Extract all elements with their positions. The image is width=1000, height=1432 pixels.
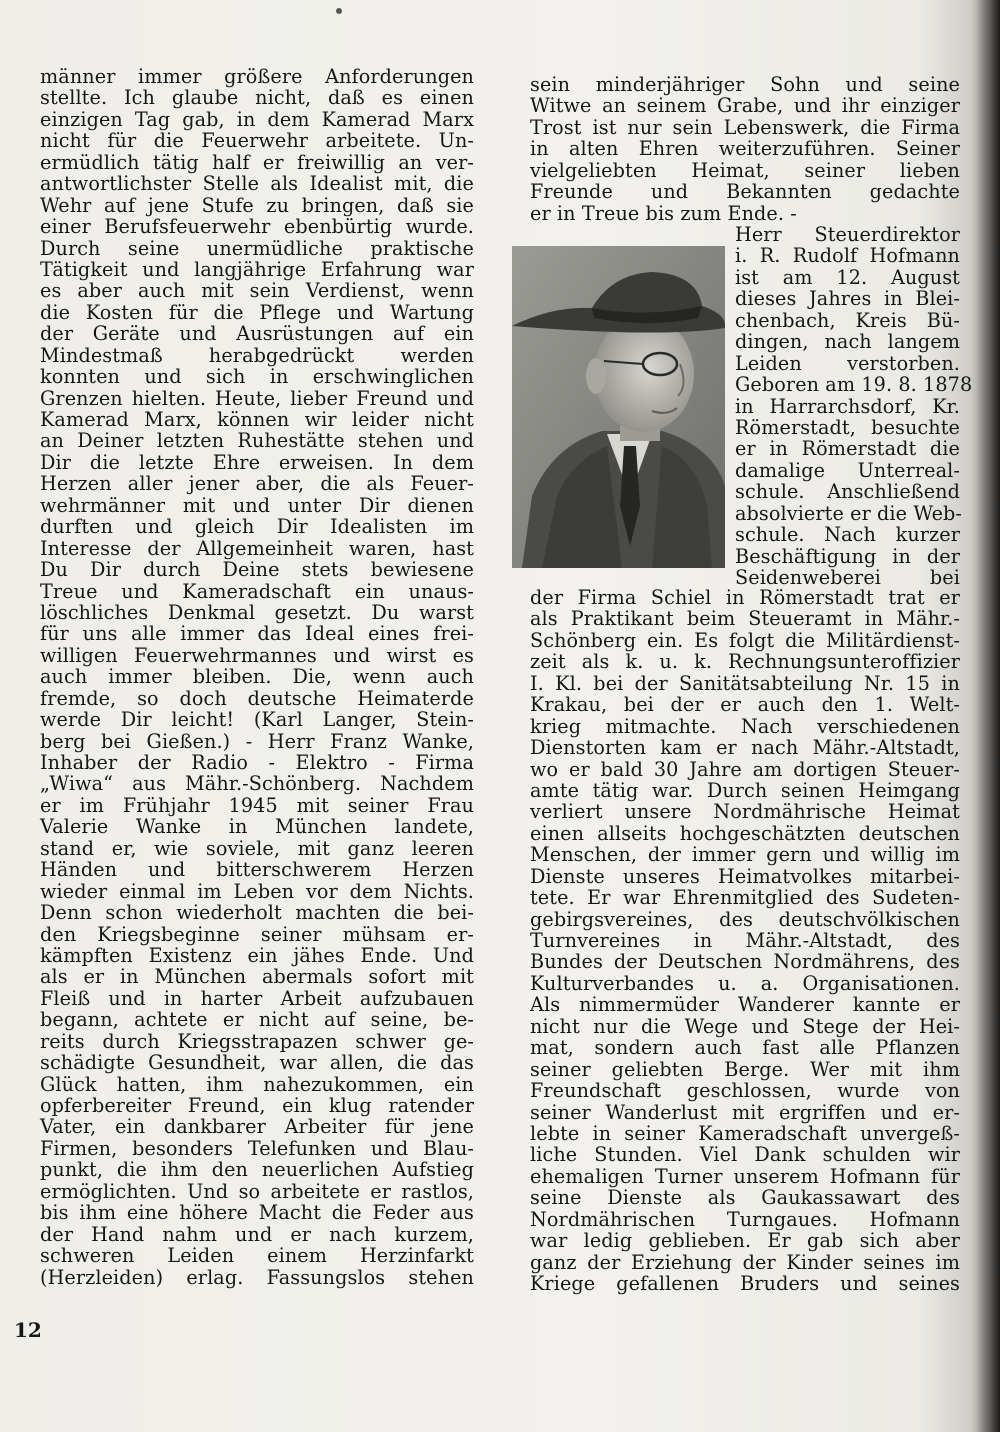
text-line: Inhaber der Radio - Elektro - Firma bbox=[40, 751, 474, 774]
text-line: Bundes der Deutschen Nordmährens, des bbox=[530, 950, 960, 974]
text-line: seine Dienste als Gaukassawart des bbox=[530, 1186, 960, 1210]
text-line: durften und gleich Dir Idealisten im bbox=[40, 515, 474, 539]
text-line: stand er, wie soviele, mit ganz leeren bbox=[40, 836, 474, 860]
text-line: Leiden verstorben. bbox=[735, 351, 960, 375]
text-line: er in Römerstadt die bbox=[735, 437, 960, 461]
text-line: Krakau, bei der er auch den 1. Welt- bbox=[530, 693, 960, 717]
page-number: 12 bbox=[14, 1318, 42, 1342]
text-line: berg bei Gießen.) - Herr Franz Wanke, bbox=[40, 729, 474, 753]
text-line: männer immer größere Anforderungen bbox=[40, 65, 474, 88]
text-line: ehemaligen Turner unserem Hofmann für bbox=[530, 1164, 960, 1188]
text-line: Freunde und Bekannten gedachte bbox=[530, 180, 960, 204]
text-line: seiner geliebten Berge. Wer mit ihm bbox=[530, 1057, 960, 1081]
text-line: mat, sondern auch fast alle Pflanzen bbox=[530, 1036, 960, 1060]
text-line: absolvierte er die Web- bbox=[735, 501, 963, 525]
text-line: der Geräte und Ausrüstungen auf ein bbox=[40, 322, 474, 346]
text-line: der Hand nahm und er nach kurzem, bbox=[40, 1222, 474, 1246]
text-line: Wehr auf jene Stufe zu bringen, daß sie bbox=[40, 193, 474, 217]
text-line: punkt, die ihm den neuerlichen Aufstieg bbox=[40, 1158, 474, 1182]
text-line: damalige Unterreal- bbox=[735, 458, 960, 482]
text-line: die Kosten für die Pflege und Wartung bbox=[40, 300, 474, 324]
text-line: tete. Er war Ehrenmitglied des Sudeten- bbox=[530, 886, 960, 910]
text-line: in alten Ehren weiterzuführen. Seiner bbox=[530, 137, 960, 161]
text-line: krieg mitmachte. Nach verschiedenen bbox=[530, 714, 960, 738]
text-line: schädigte Gesundheit, war allen, die das bbox=[40, 1051, 474, 1075]
left-column bbox=[40, 66, 474, 1288]
text-line: wo er bald 30 Jahre am dortigen Steuer- bbox=[530, 757, 960, 781]
text-line: amte tätig war. Durch seinen Heimgang bbox=[530, 778, 960, 802]
text-line: Als nimmermüder Wanderer kannte er bbox=[530, 993, 960, 1017]
text-line: Glück hatten, ihm nahezukommen, ein bbox=[40, 1072, 474, 1096]
text-line: dieses Jahres in Blei- bbox=[735, 287, 960, 311]
text-line: ermüdlich tätig half er freiwillig an ver- bbox=[40, 150, 474, 174]
text-line: war ledig geblieben. Er gab sich aber bbox=[530, 1229, 960, 1253]
text-line: begann, achtete er nicht auf seine, be- bbox=[40, 1008, 474, 1032]
text-line: seiner Wanderlust mit ergriffen und er- bbox=[530, 1100, 960, 1124]
text-line: Dienste unseres Heimatvolkes mitarbei- bbox=[530, 864, 960, 888]
text-line: ist am 12. August bbox=[735, 265, 960, 289]
text-line: nicht nur die Wege und Stege der Hei- bbox=[530, 1014, 960, 1038]
text-line: den Kriegsbeginne seiner mühsam er- bbox=[40, 922, 474, 946]
text-line: Interesse der Allgemeinheit waren, hast bbox=[40, 536, 474, 560]
text-line: Römerstadt, besuchte bbox=[735, 415, 960, 439]
text-line: nicht für die Feuerwehr arbeitete. Un- bbox=[40, 129, 474, 153]
text-line: konnten und sich in erschwinglichen bbox=[40, 365, 474, 389]
text-line: zeit als k. u. k. Rechnungsunteroffizier bbox=[530, 650, 960, 674]
text-line: Grenzen hielten. Heute, lieber Freund und bbox=[40, 386, 474, 410]
text-line: Kriege gefallenen Bruders und seines bbox=[530, 1272, 960, 1295]
text-line: für uns alle immer das Ideal eines frei- bbox=[40, 622, 474, 646]
text-line: Firmen, besonders Telefunken und Blau- bbox=[40, 1136, 474, 1160]
text-line: Durch seine unermüdliche praktische bbox=[40, 236, 474, 260]
text-line: Geboren am 19. 8. 1878 bbox=[735, 373, 973, 397]
text-line: Trost ist nur sein Lebenswerk, die Firma bbox=[530, 115, 960, 139]
text-line: in Harrarchsdorf, Kr. bbox=[735, 394, 960, 418]
text-line: antwortlichster Stelle als Idealist mit, die bbox=[40, 172, 474, 196]
text-line: stellte. Ich glaube nicht, daß es einen bbox=[40, 86, 474, 110]
text-line: es aber auch mit sein Verdienst, wenn bbox=[40, 279, 474, 303]
text-line: der Firma Schiel in Römerstadt trat er bbox=[530, 586, 960, 609]
text-line: Vater, ein dankbarer Arbeiter für jene bbox=[40, 1115, 474, 1139]
text-line: kämpften Existenz ein jähes Ende. Und bbox=[40, 943, 474, 967]
text-line: Witwe an seinem Grabe, und ihr einziger bbox=[530, 94, 960, 118]
text-line: willigen Feuerwehrmannes und wirst es bbox=[40, 643, 474, 667]
text-line: Dir die letzte Ehre erweisen. In dem bbox=[40, 450, 474, 474]
right-column-bottom bbox=[530, 587, 960, 1294]
text-line: liche Stunden. Viel Dank schulden wir bbox=[530, 1143, 960, 1167]
text-line: ermöglichten. Und so arbeitete er rastlos, bbox=[40, 1179, 474, 1203]
text-line: Schönberg ein. Es folgt die Militärdienst- bbox=[530, 628, 960, 652]
text-line: Valerie Wanke in München landete, bbox=[40, 815, 474, 839]
text-line: Kulturverbandes u. a. Organisationen. bbox=[530, 971, 960, 995]
text-line: vielgeliebten Heimat, seiner lieben bbox=[530, 158, 960, 182]
text-line: Menschen, der immer gern und willig im bbox=[530, 843, 960, 867]
text-line: I. Kl. bei der Sanitätsabteilung Nr. 15 in bbox=[530, 671, 960, 695]
binding-shadow bbox=[976, 0, 1000, 1432]
text-line: opferbereiter Freund, ein klug ratender bbox=[40, 1094, 474, 1117]
portrait-photo bbox=[512, 246, 725, 568]
text-line: als er in München abermals sofort mit bbox=[40, 965, 474, 989]
ink-speck bbox=[336, 8, 342, 14]
text-line: Fleiß und in harter Arbeit aufzubauen bbox=[40, 986, 474, 1010]
text-line: einen allseits hochgeschätzten deutschen bbox=[530, 821, 960, 845]
portrait-illustration bbox=[512, 246, 725, 568]
right-column-wrap bbox=[735, 223, 973, 589]
text-line: er in Treue bis zum Ende. - bbox=[530, 201, 797, 225]
text-line: Du Dir durch Deine stets bewiesene bbox=[40, 558, 474, 582]
text-line: Händen und bitterschwerem Herzen bbox=[40, 858, 474, 882]
text-line: Herr Steuerdirektor bbox=[735, 223, 960, 246]
text-line: einer Berufsfeuerwehr ebenbürtig wurde. bbox=[40, 215, 474, 239]
text-line: fremde, so doch deutsche Heimaterde bbox=[40, 686, 474, 710]
text-line: dingen, nach langem bbox=[735, 330, 960, 354]
text-line: „Wiwa“ aus Mähr.-Schönberg. Nachdem bbox=[40, 772, 474, 796]
text-line: Kamerad Marx, können wir leider nicht bbox=[40, 408, 474, 431]
text-line: Nordmährischen Turngaues. Hofmann bbox=[530, 1207, 960, 1231]
text-line: an Deiner letzten Ruhestätte stehen und bbox=[40, 429, 474, 453]
text-line: gebirgsvereines, des deutschvölkischen bbox=[530, 907, 960, 931]
text-line: er im Frühjahr 1945 mit seiner Frau bbox=[40, 793, 474, 817]
text-line: werde Dir leicht! (Karl Langer, Stein- bbox=[40, 708, 474, 732]
text-line: Seidenweberei bei bbox=[735, 566, 960, 589]
text-line: Mindestmaß herabgedrückt werden bbox=[40, 343, 474, 367]
text-line: ganz der Erziehung der Kinder seines im bbox=[530, 1250, 960, 1274]
text-line: als Praktikant beim Steueramt in Mähr.- bbox=[530, 607, 960, 631]
text-line: Denn schon wiederholt machten die bei- bbox=[40, 901, 474, 925]
text-line: Turnvereines in Mähr.-Altstadt, des bbox=[530, 929, 960, 952]
text-line: reits durch Kriegsstrapazen schwer ge- bbox=[40, 1029, 474, 1053]
text-line: sein minderjähriger Sohn und seine bbox=[530, 73, 960, 96]
text-line: Freundschaft geschlossen, wurde von bbox=[530, 1079, 960, 1103]
text-line: bis ihm eine höhere Macht die Feder aus bbox=[40, 1201, 474, 1225]
text-line: i. R. Rudolf Hofmann bbox=[735, 244, 960, 268]
text-line: schweren Leiden einem Herzinfarkt bbox=[40, 1244, 474, 1268]
text-line: chenbach, Kreis Bü- bbox=[735, 308, 960, 332]
text-line: schule. Nach kurzer bbox=[735, 523, 960, 547]
text-line: wieder einmal im Leben vor dem Nichts. bbox=[40, 879, 474, 903]
text-line: (Herzleiden) erlag. Fassungslos stehen bbox=[40, 1265, 474, 1289]
text-line: Treue und Kameradschaft ein unaus- bbox=[40, 579, 474, 603]
text-line: schule. Anschließend bbox=[735, 480, 960, 504]
text-line: löschliches Denkmal gesetzt. Du warst bbox=[40, 600, 474, 624]
text-line: verliert unsere Nordmährische Heimat bbox=[530, 800, 960, 824]
text-line: auch immer bleiben. Die, wenn auch bbox=[40, 665, 474, 689]
text-line: wehrmänner mit und unter Dir dienen bbox=[40, 493, 474, 517]
text-line: Beschäftigung in der bbox=[735, 544, 960, 568]
text-line: lebte in seiner Kameradschaft unvergeß- bbox=[530, 1121, 960, 1145]
text-line: Tätigkeit und langjährige Erfahrung war bbox=[40, 257, 474, 281]
text-line: einzigen Tag gab, in dem Kamerad Marx bbox=[40, 107, 474, 131]
text-line: Herzen aller jener aber, die als Feuer- bbox=[40, 472, 474, 496]
right-column-top bbox=[530, 74, 960, 224]
text-line: Dienstorten kam er nach Mähr.-Altstadt, bbox=[530, 736, 960, 760]
